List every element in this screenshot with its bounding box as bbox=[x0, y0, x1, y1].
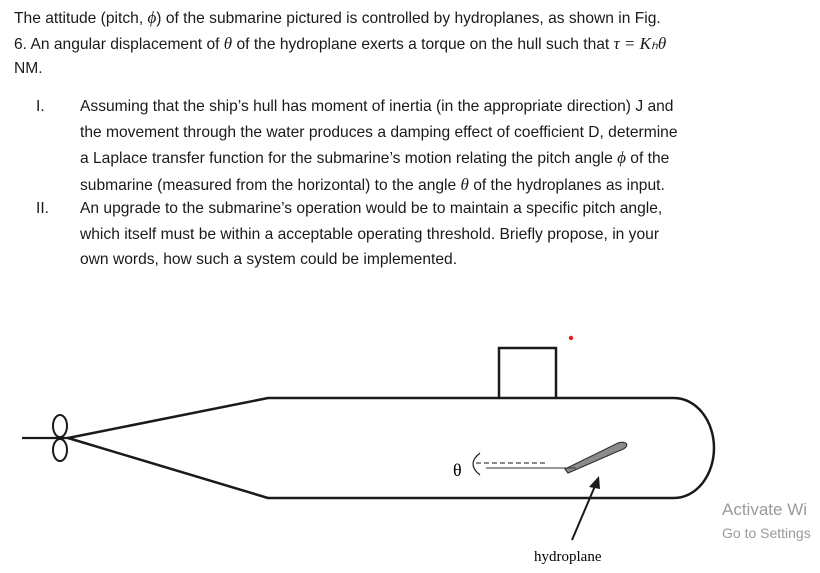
item-number: I. bbox=[36, 98, 45, 115]
hydroplane-label: hydroplane bbox=[534, 549, 602, 565]
theta-angle-label: θ bbox=[453, 460, 462, 480]
intro-line-2: 6. An angular displacement of θ of the hydroplane exerts a torque on the hull such that τ = Kₕθ bbox=[14, 33, 667, 53]
activate-windows-watermark: Activate Wi bbox=[722, 500, 808, 519]
conning-tower bbox=[499, 348, 556, 398]
phi-symbol: ϕ bbox=[147, 8, 157, 27]
intro-line-1: The attitude (pitch, ϕ) of the submarine pictured is controlled by hydroplanes, as shown in Fig. bbox=[14, 8, 661, 27]
theta-symbol: θ bbox=[223, 33, 233, 53]
submarine-diagram bbox=[0, 300, 820, 573]
theta-symbol: θ bbox=[460, 174, 469, 194]
torque-equation: τ = Kₕθ bbox=[613, 33, 667, 53]
phi-symbol: ϕ bbox=[617, 148, 626, 167]
item-number: II. bbox=[36, 200, 49, 217]
go-to-settings-watermark: Go to Settings bbox=[722, 525, 811, 541]
red-marker-dot bbox=[569, 336, 573, 340]
item-text: Assuming that the ship’s hull has moment of inertia (in the appropriate direction) J and the movement through the water produces a damping effect of coefficient D, determine a Laplace transfer function for the submarine’s motion relating the pitch angle ϕ of the submarine (measured from the horizontal) to the angle θ of the hydroplanes as input. bbox=[80, 98, 678, 194]
item-text: An upgrade to the submarine’s operation would be to maintain a specific pitch angle, which itself must be within a acceptable operating threshold. Briefly propose, in your own words, how such a system could be implemented. bbox=[80, 200, 663, 268]
intro-line-3: NM. bbox=[14, 60, 43, 77]
problem-intro bbox=[14, 6, 814, 82]
